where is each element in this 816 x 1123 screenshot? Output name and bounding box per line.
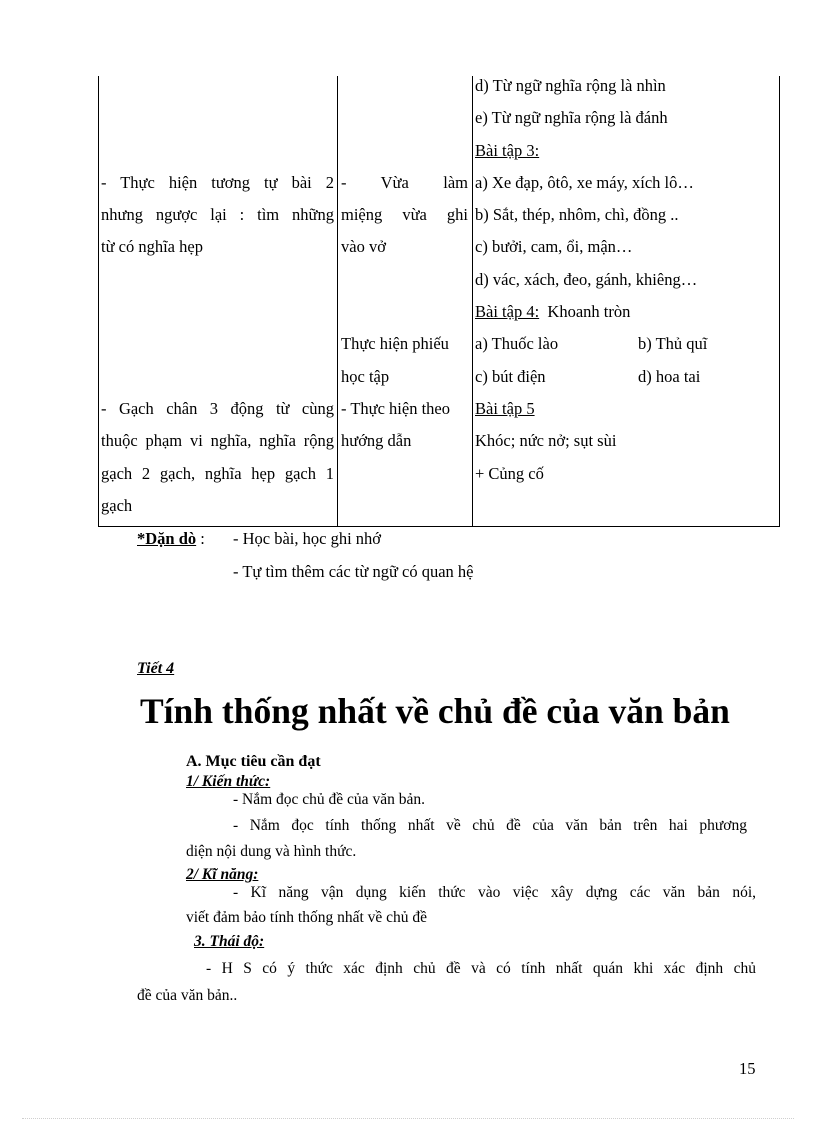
knowledge-item: - Nắm đọc chủ đề của văn bản. (233, 791, 425, 808)
table-cell-line (341, 264, 468, 296)
table-cell-line (341, 102, 468, 134)
exercise-5-heading: Bài tập 5 (475, 398, 535, 418)
table-cell-line: miệng vừa ghi (341, 205, 468, 225)
table-cell-line: - Gạch chân 3 động từ cùng (101, 398, 334, 418)
skills-item-cont: viết đảm bảo tính thống nhất về chủ đề (186, 909, 428, 926)
attitude-item-text: - H S có ý thức xác định chủ đề và có tính nhất quán khi xác định chủ (206, 960, 756, 977)
exercise-4-label: Bài tập 4: (475, 302, 540, 322)
homework-item: - Học bài, học ghi nhớ (233, 529, 382, 548)
content-line (475, 361, 775, 393)
content-line: a) Xe đạp, ôtô, xe máy, xích lô… (475, 172, 694, 192)
attitude-heading: 3. Thái độ: (194, 933, 265, 950)
content-line: b) Sắt, thép, nhôm, chì, đồng .. (475, 205, 679, 225)
knowledge-item-cont: diện nội dung và hình thức. (186, 843, 357, 860)
table-cell-line: gạch 2 gạch, nghĩa hẹp gạch 1 (101, 463, 334, 483)
table-cell-line (101, 135, 334, 167)
homework-label: *Dặn dò (137, 529, 197, 548)
table-cell-line (341, 458, 468, 490)
table-cell-line (341, 70, 468, 102)
content-line: e) Từ ngữ nghĩa rộng là đánh (475, 108, 668, 128)
table-col-content (475, 70, 775, 490)
content-line: Khóc; nức nở; sụt sùi (475, 431, 617, 451)
table-cell-line: Thực hiện phiếu (341, 334, 449, 354)
homework-item: - Tự tìm thêm các từ ngữ có quan hệ (233, 562, 474, 581)
table-cell-line (101, 70, 334, 102)
lesson-number: Tiết 4 (137, 660, 175, 677)
exercise-4-heading (475, 296, 775, 328)
table-cell-line: - Vừa làm (341, 172, 468, 192)
table-divider (337, 76, 338, 527)
content-line: c) bưởi, cam, ổi, mận… (475, 237, 633, 257)
table-col-student (341, 70, 468, 522)
answer-d: d) hoa tai (638, 366, 701, 386)
table-cell-line: nhưng ngược lại : tìm những (101, 205, 334, 225)
table-cell-line: - Thực hiện theo (341, 398, 450, 418)
lesson-title: Tính thống nhất về chủ đề của văn bản (140, 691, 730, 731)
table-divider (472, 76, 473, 527)
table-cell-line (101, 102, 334, 134)
page-number: 15 (739, 1059, 756, 1078)
attitude-item-cont: đề của văn bản.. (137, 987, 238, 1004)
exercise-3-heading: Bài tập 3: (475, 140, 540, 160)
table-cell-line (101, 328, 334, 360)
answer-a: a) Thuốc lào (475, 334, 559, 354)
homework-colon: : (200, 529, 205, 548)
table-cell-line: - Thực hiện tương tự bài 2 (101, 172, 334, 192)
knowledge-item-text: - Nắm đọc tính thống nhất về chủ đề của văn bản trên hai phương (233, 817, 747, 834)
answer-b: b) Thủ quĩ (638, 334, 708, 354)
table-cell-line (101, 361, 334, 393)
table-cell-line: gạch (101, 495, 133, 515)
table-cell-line (341, 490, 468, 522)
table-cell-line (341, 135, 468, 167)
table-cell-line (341, 296, 468, 328)
knowledge-heading: 1/ Kiến thức: (186, 773, 271, 790)
table-cell-line: từ có nghĩa hẹp (101, 237, 203, 257)
knowledge-item (233, 815, 747, 837)
content-line: d) vác, xách, đeo, gánh, khiêng… (475, 269, 698, 289)
exercise-4-instruction: Khoanh tròn (547, 302, 631, 322)
table-cell-line: thuộc phạm vi nghĩa, nghĩa rộng (101, 431, 334, 451)
content-line: + Củng cố (475, 463, 544, 483)
skills-item-text: - Kĩ năng vận dụng kiến thức vào việc xây dựng các văn bản nói, (233, 884, 756, 901)
answer-c: c) bút điện (475, 366, 546, 386)
table-col-teacher (101, 70, 334, 522)
content-line: d) Từ ngữ nghĩa rộng là nhìn (475, 76, 666, 95)
homework-label-row (137, 528, 205, 550)
skills-item (233, 882, 756, 904)
table-cell-line: học tập (341, 366, 390, 386)
skills-heading: 2/ Kĩ năng: (186, 866, 259, 883)
section-objectives-heading: A. Mục tiêu cần đạt (186, 753, 321, 770)
table-cell-line (101, 296, 334, 328)
table-cell-line (101, 264, 334, 296)
page-edge-divider (22, 1118, 794, 1119)
table-cell-line: hướng dẫn (341, 431, 412, 451)
content-line (475, 328, 775, 360)
table-cell-line: vào vở (341, 237, 386, 257)
attitude-item (206, 958, 756, 980)
